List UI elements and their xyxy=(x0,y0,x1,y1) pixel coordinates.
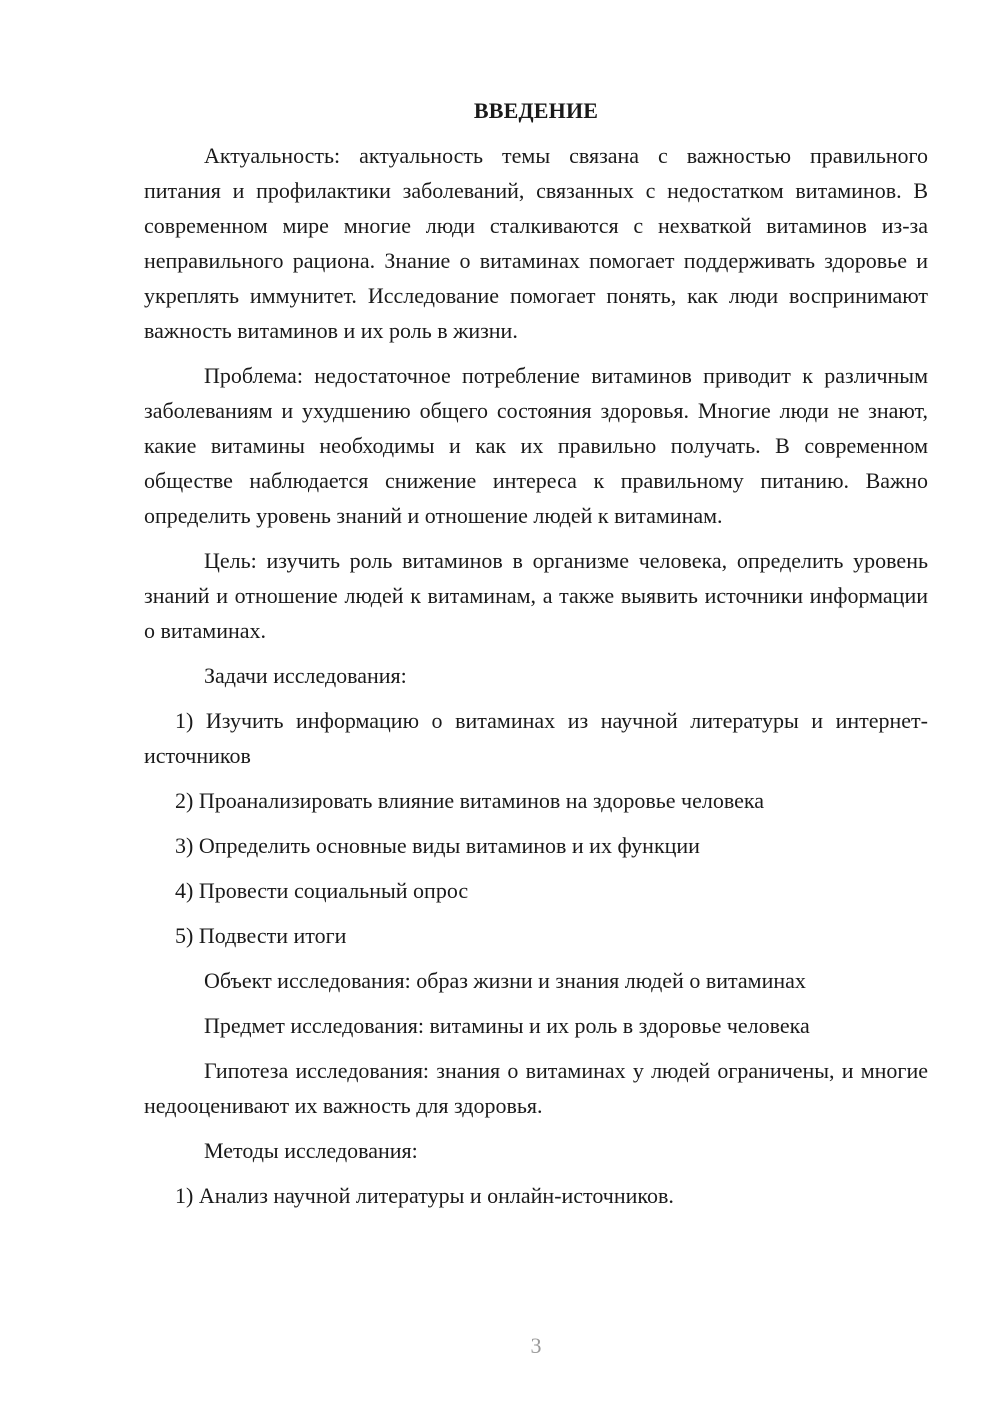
paragraph-goal: Цель: изучить роль витаминов в организме человека, определить уровень знаний и отношение людей к витаминам, а также выявить источники информации о витаминах. xyxy=(144,548,928,643)
task-item: 4) Провести социальный опрос xyxy=(175,878,469,903)
task-item: 3) Определить основные виды витаминов и их функции xyxy=(175,833,700,858)
paragraph-subject: Предмет исследования: витамины и их роль в здоровье человека xyxy=(204,1013,810,1038)
task-item: 5) Подвести итоги xyxy=(175,923,347,948)
task-item: 2) Проанализировать влияние витаминов на здоровье человека xyxy=(175,788,764,813)
task-item: 1) Изучить информацию о витаминах из научной литературы и интернет-источников xyxy=(144,708,928,768)
methods-heading: Методы исследования: xyxy=(204,1138,418,1163)
page-body xyxy=(144,93,928,1223)
method-item: 1) Анализ научной литературы и онлайн-источников. xyxy=(175,1183,674,1208)
paragraph-hypothesis: Гипотеза исследования: знания о витаминах у людей ограничены, и многие недооценивают их важность для здоровья. xyxy=(144,1058,928,1118)
paragraph-problem: Проблема: недостаточное потребление витаминов приводит к различным заболеваниям и ухудшению общего состояния здоровья. Многие люди не знают, какие витамины необходимы и как их правильно получать. В современном обществе наблюдается снижение интереса к правильному питанию. Важно определить уровень знаний и отношение людей к витаминам. xyxy=(144,363,928,528)
paragraph-relevance: Актуальность: актуальность темы связана с важностью правильного питания и профилактики заболеваний, связанных с недостатком витаминов. В современном мире многие люди сталкиваются с нехваткой витаминов из-за неправильного рациона. Знание о витаминах помогает поддерживать здоровье и укреплять иммунитет. Исследование помогает понять, как люди воспринимают важность витаминов и их роль в жизни. xyxy=(144,143,928,343)
paragraph-object: Объект исследования: образ жизни и знания людей о витаминах xyxy=(204,968,806,993)
page-number: 3 xyxy=(530,1333,542,1358)
tasks-heading: Задачи исследования: xyxy=(204,663,407,688)
section-title: ВВЕДЕНИЕ xyxy=(473,98,599,123)
